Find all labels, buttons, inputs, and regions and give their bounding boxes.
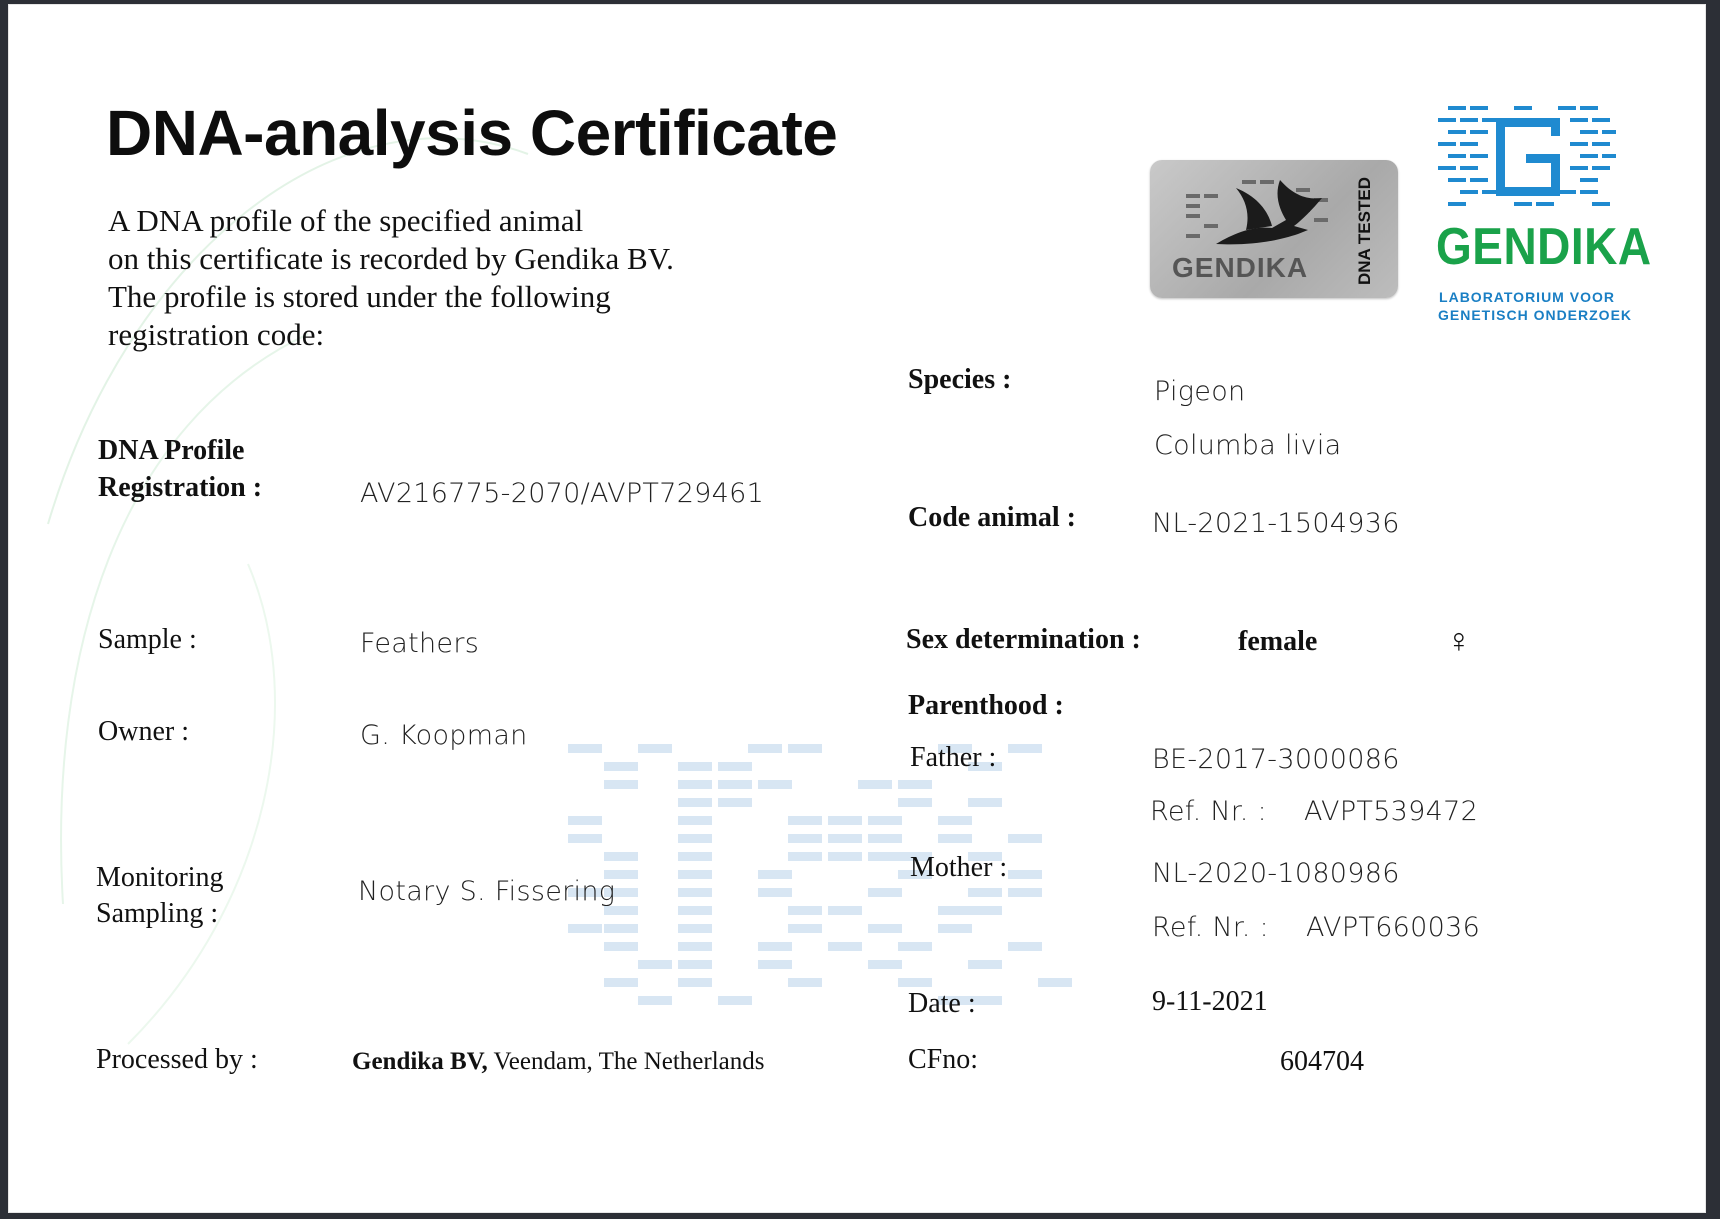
dna-tested-sticker — [1150, 160, 1398, 298]
father-ref-label: Ref. Nr. : — [1150, 796, 1267, 827]
monitoring-label-line: Sampling : — [96, 898, 219, 929]
sex-determination-label: Sex determination : — [906, 624, 1141, 655]
date-label: Date : — [908, 988, 976, 1019]
owner-label: Owner : — [98, 716, 189, 747]
dna-profile-label-line: Registration : — [98, 472, 263, 503]
cfno-label: CFno: — [908, 1044, 979, 1075]
mother-ref-value: AVPT660036 — [1306, 912, 1481, 943]
intro-line: registration code: — [108, 317, 325, 352]
dna-tested-text: DNA TESTED — [1355, 177, 1374, 285]
gendika-logo-text: GENDIKA — [1436, 217, 1652, 276]
father-value: BE-2017-3000086 — [1152, 744, 1400, 775]
mother-ref-label: Ref. Nr. : — [1152, 912, 1269, 943]
monitoring-value: Notary S. Fissering — [358, 876, 616, 907]
dna-profile-label-line: DNA Profile — [98, 435, 245, 466]
species-label: Species : — [908, 364, 1012, 395]
father-label: Father : — [910, 742, 997, 773]
code-animal-value: NL-2021-1504936 — [1152, 508, 1400, 539]
date-value: 9-11-2021 — [1152, 986, 1268, 1017]
gendika-logo-mark — [1438, 104, 1618, 214]
logo-subtitle-line: LABORATORIUM VOOR — [1439, 289, 1615, 305]
sample-value: Feathers — [360, 628, 480, 659]
monitoring-label-line: Monitoring — [96, 862, 224, 893]
certificate — [8, 4, 1706, 1213]
dna-profile-label — [98, 432, 262, 506]
mother-value: NL-2020-1080986 — [1152, 858, 1400, 889]
processed-by-value — [352, 1048, 765, 1076]
owner-value: G. Koopman — [360, 720, 528, 751]
mother-label: Mother : — [910, 852, 1008, 883]
processed-location: Veendam, The Netherlands — [487, 1048, 765, 1075]
sticker-brand: GENDIKA — [1172, 252, 1309, 283]
parenthood-label: Parenthood : — [908, 690, 1064, 721]
logo-subtitle-line: GENETISCH ONDERZOEK — [1438, 307, 1633, 323]
sample-label: Sample : — [98, 624, 197, 655]
bird-icon — [1176, 174, 1346, 264]
sex-value: female — [1238, 626, 1318, 657]
father-ref-value: AVPT539472 — [1304, 796, 1479, 827]
intro-line: A DNA profile of the specified animal — [108, 203, 584, 238]
processed-by-label: Processed by : — [96, 1044, 258, 1075]
code-animal-label: Code animal : — [908, 502, 1076, 533]
dna-profile-value: AV216775-2070/AVPT729461 — [360, 478, 765, 509]
intro-line: on this certificate is recorded by Gendika BV. — [108, 241, 674, 276]
gendika-logo-subtitle — [1438, 288, 1633, 324]
intro-text — [108, 202, 748, 354]
species-latin-value: Columba livia — [1154, 430, 1342, 461]
intro-line: The profile is stored under the following — [108, 279, 611, 314]
processed-company: Gendika BV, — [352, 1048, 488, 1075]
monitoring-sampling-label — [96, 860, 224, 932]
species-common-value: Pigeon — [1154, 376, 1246, 407]
female-symbol-icon: ♀ — [1446, 622, 1472, 660]
certificate-title: DNA-analysis Certificate — [106, 97, 838, 169]
sticker-side-label — [1350, 176, 1380, 286]
cfno-value: 604704 — [1280, 1046, 1364, 1077]
